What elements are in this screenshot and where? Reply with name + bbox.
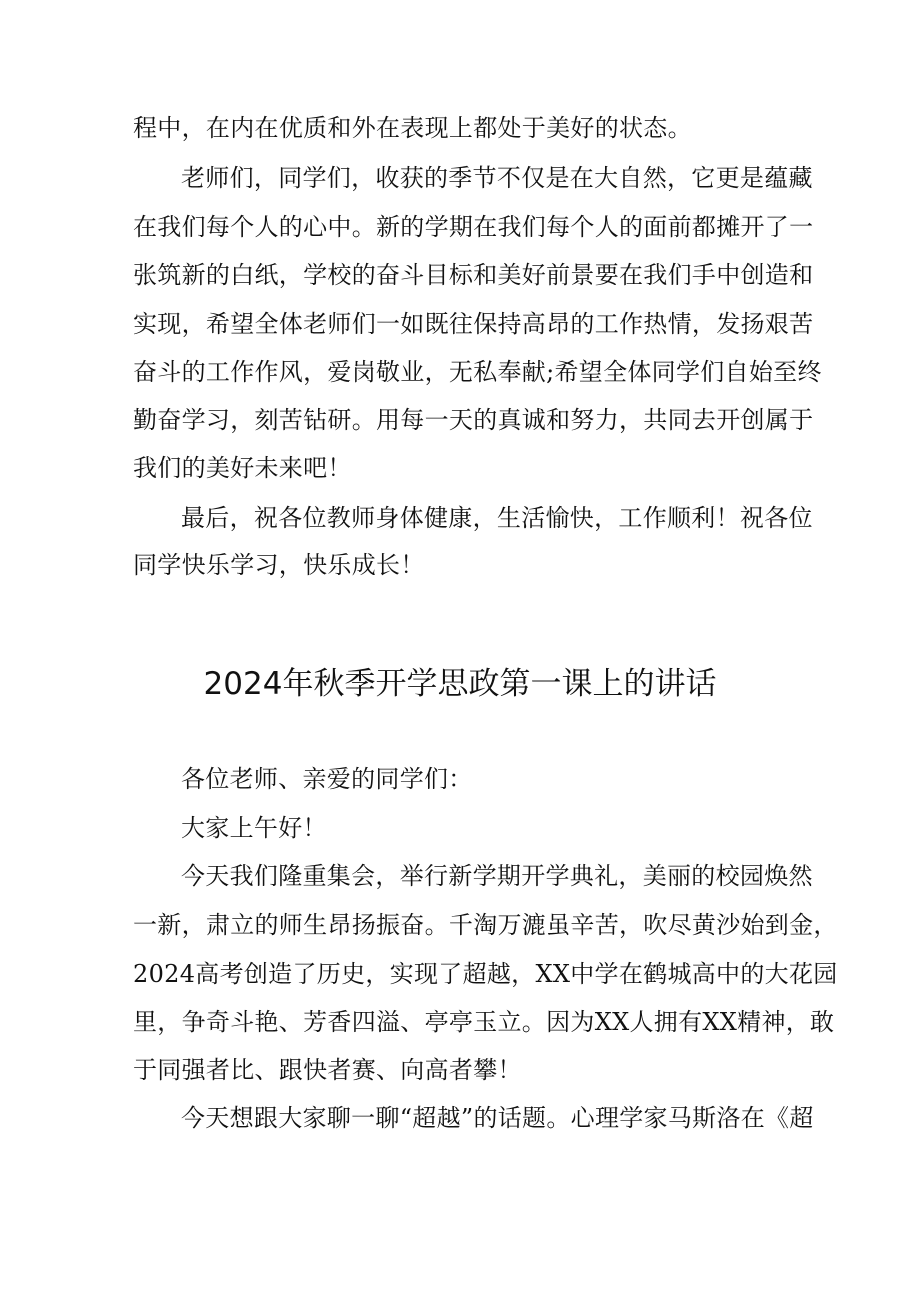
paragraph-line: 今天我们隆重集会，举行新学期开学典礼，美丽的校园焕然: [181, 862, 813, 890]
document-title: 2024年秋季开学思政第一课上的讲话: [203, 666, 717, 702]
paragraph-line: 里，争奇斗艳、芳香四溢、亭亭玉立。因为XX人拥有XX精神，敢: [133, 1008, 835, 1036]
paragraph-line: 一新，肃立的师生昂扬振奋。千淘万漉虽辛苦，吹尽黄沙始到金，: [133, 911, 838, 939]
paragraph-line: 于同强者比、跟快者赛、向高者攀！: [133, 1056, 522, 1084]
paragraph-line: 程中，在内在优质和外在表现上都处于美好的状态。: [133, 114, 692, 142]
paragraph-line: 奋斗的工作作风，爱岗敬业，无私奉献;希望全体同学们自始至终: [133, 358, 822, 386]
paragraph-line: 老师们，同学们，收获的季节不仅是在大自然，它更是蕴藏: [181, 164, 813, 192]
greeting: 大家上午好！: [181, 814, 327, 842]
paragraph-line: 张筑新的白纸，学校的奋斗目标和美好前景要在我们手中创造和: [133, 261, 814, 289]
paragraph-line: 实现，希望全体老师们一如既往保持高昂的工作热情，发扬艰苦: [133, 310, 814, 338]
paragraph-line: 在我们每个人的心中。新的学期在我们每个人的面前都摊开了一: [133, 213, 814, 241]
paragraph-line: 2024高考创造了历史，实现了超越，XX中学在鹤城高中的大花园: [133, 960, 838, 988]
paragraph-line: 我们的美好未来吧！: [133, 454, 352, 482]
paragraph-line: 同学快乐学习，快乐成长！: [133, 551, 425, 579]
salutation: 各位老师、亲爱的同学们：: [181, 765, 473, 793]
paragraph-line: 今天想跟大家聊一聊“超越”的话题。心理学家马斯洛在《超: [181, 1104, 814, 1132]
paragraph-line: 最后，祝各位教师身体健康，生活愉快，工作顺利！祝各位: [181, 504, 813, 532]
paragraph-line: 勤奋学习，刻苦钻研。用每一天的真诚和努力，共同去开创属于: [133, 406, 814, 434]
